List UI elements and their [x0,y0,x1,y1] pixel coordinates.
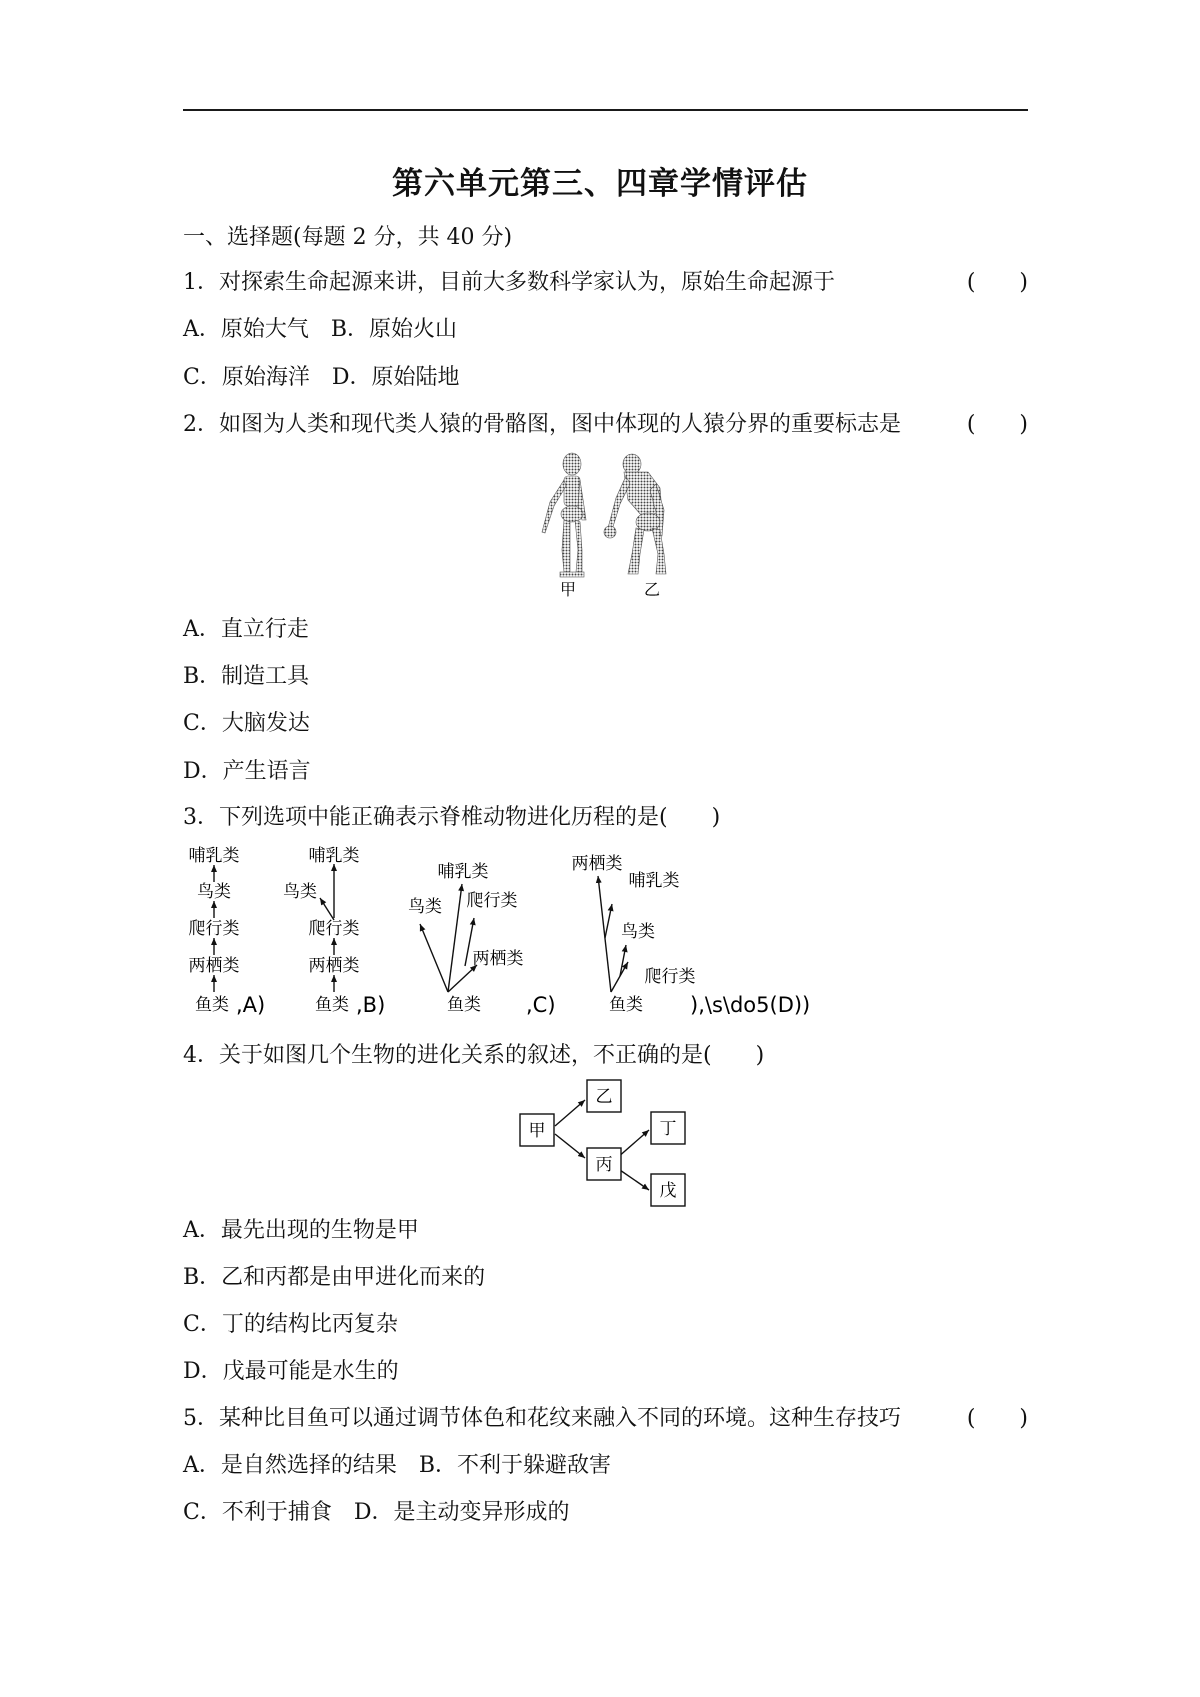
question-4-option-a: A．最先出现的生物是甲 [183,1218,419,1243]
question-2-option-b: B．制造工具 [183,664,310,689]
question-5-options-cd: C．不利于捕食 D．是主动变异形成的 [183,1500,570,1525]
option-a-amphibian: 两栖类 [188,956,240,976]
section-heading: 一、选择题(每题 2 分，共 40 分) [183,225,513,250]
answer-bracket: ( ) [659,805,721,830]
option-d-fish: 鱼类 [609,995,643,1015]
answer-bracket: ( ) [966,412,1028,437]
question-4-option-c: C．丁的结构比丙复杂 [183,1312,398,1337]
option-c-bird: 鸟类 [408,897,442,917]
option-b-bird: 鸟类 [283,882,317,902]
question-3-stem: 3．下列选项中能正确表示脊椎动物进化历程的是 [183,805,659,830]
question-1-options-ab: A．原始大气 B．原始火山 [183,317,458,342]
option-a-bird: 鸟类 [197,882,231,902]
option-c-fish: 鱼类 [447,995,481,1015]
node-ding: 丁 [659,1119,677,1139]
option-c-mammal: 哺乳类 [437,862,489,882]
option-c-reptile: 爬行类 [466,891,518,911]
answer-bracket: ( ) [966,1406,1028,1431]
ape-skeleton [604,454,666,574]
option-b-amphibian: 两栖类 [308,956,360,976]
option-c-tag: ,C) [526,993,556,1017]
question-2 [183,410,1028,440]
option-b-reptile: 爬行类 [308,919,360,939]
option-d-amphibian: 两栖类 [571,854,623,874]
option-d-mammal: 哺乳类 [628,871,680,891]
option-d-reptile: 爬行类 [644,967,696,987]
option-d-bird: 鸟类 [621,922,655,942]
question-4-option-b: B．乙和丙都是由甲进化而来的 [183,1265,486,1290]
option-b-mammal: 哺乳类 [308,846,360,866]
question-4-option-d: D．戊最可能是水生的 [183,1359,399,1384]
question-4-stem: 4．关于如图几个生物的进化关系的叙述，不正确的是 [183,1043,703,1068]
question-1-options-cd: C．原始海洋 D．原始陆地 [183,365,460,390]
option-b-tag: ,B) [356,993,386,1017]
page-title: 第六单元第三、四章学情评估 [392,166,808,202]
option-a-fish: 鱼类 [195,995,229,1015]
question-3 [183,803,720,833]
question-4 [183,1041,764,1071]
skeleton-label-jia: 甲 [559,580,577,599]
evolution-options-figure [180,842,830,1027]
human-skeleton [542,453,586,577]
option-a-reptile: 爬行类 [188,919,240,939]
answer-bracket: ( ) [703,1043,765,1068]
header-rule [183,109,1028,111]
question-5-options-ab: A．是自然选择的结果 B．不利于躲避敌害 [183,1453,612,1478]
question-2-stem: 2．如图为人类和现代类人猿的骨骼图，图中体现的人猿分界的重要标志是 [183,412,901,437]
node-jia: 甲 [528,1121,546,1141]
question-5-stem: 5．某种比目鱼可以通过调节体色和花纹来融入不同的环境。这种生存技巧 [183,1406,901,1431]
option-b-fish: 鱼类 [315,995,349,1015]
evolution-tree-figure [515,1078,695,1208]
option-c-amphibian: 两栖类 [472,949,524,969]
question-5 [183,1404,1028,1434]
option-a-mammal: 哺乳类 [188,846,240,866]
skeleton-label-yi: 乙 [643,580,661,599]
question-2-option-c: C．大脑发达 [183,711,310,736]
node-yi: 乙 [595,1087,613,1107]
question-2-option-a: A．直立行走 [183,617,309,642]
answer-bracket: ( ) [966,270,1028,295]
option-a-tag: ,A) [236,993,266,1017]
question-1 [183,268,1028,298]
question-1-stem: 1．对探索生命起源来讲，目前大多数科学家认为，原始生命起源于 [183,270,835,295]
skeleton-figure [520,450,680,600]
node-bing: 丙 [595,1155,613,1175]
node-wu: 戊 [659,1181,677,1201]
option-d-tag: ),\s\do5(D)) [690,993,811,1017]
question-2-option-d: D．产生语言 [183,759,311,784]
